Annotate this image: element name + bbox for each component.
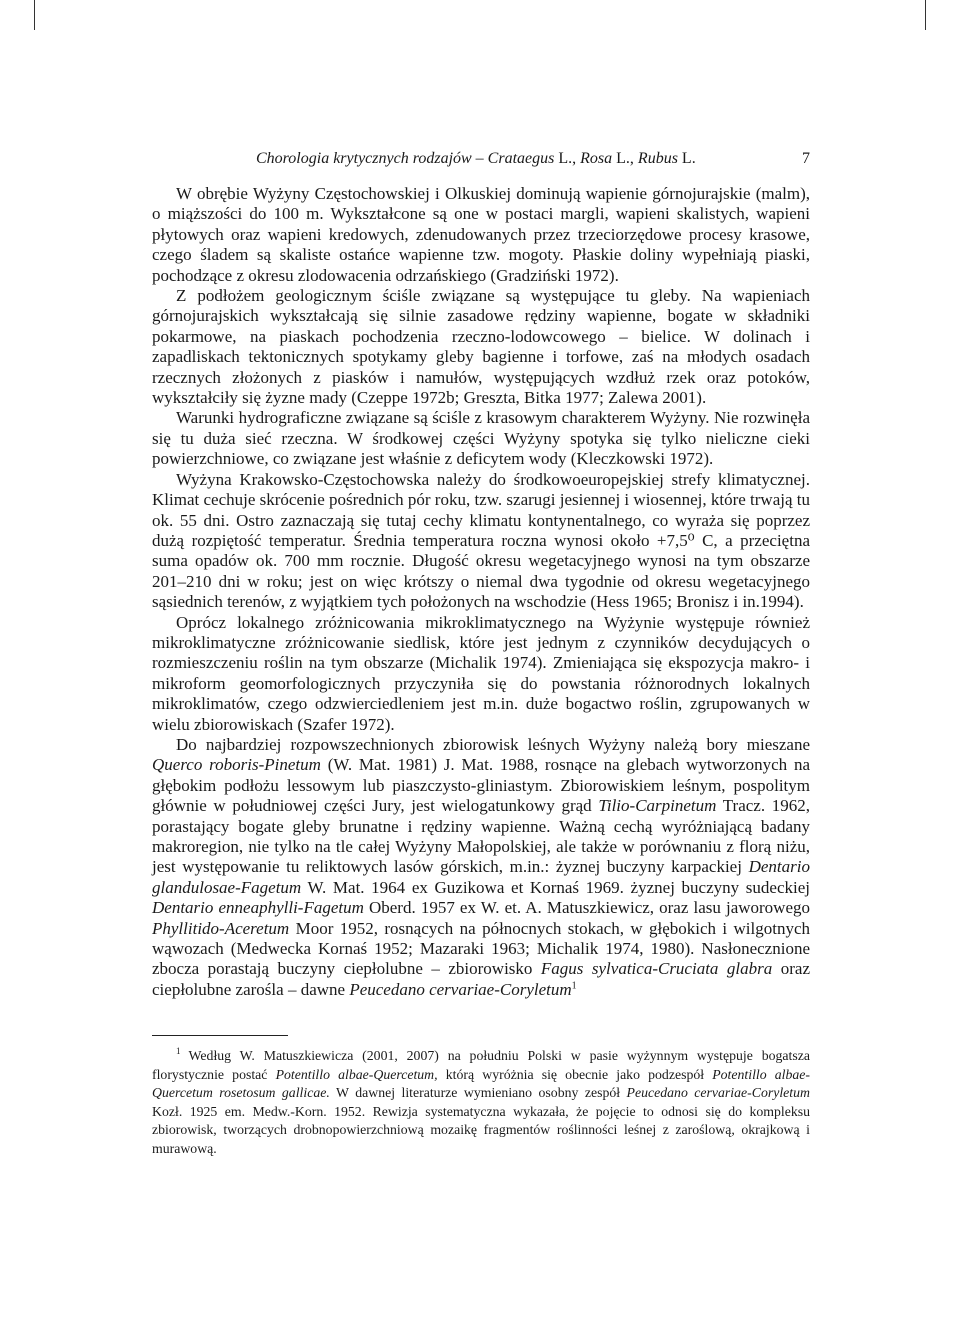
footnote-text: $^1$ Według W. Matuszkiewicza (2001, 2007) na południu Polski w pasie wyżynnym występuje bogatsza florystycznie postać Potentillo albae-Quercetum, którą wyróżnia się obecnie jako podzespół Potentillo albae-Quercetum rosetosum gallicae. W dawnej literaturze wymieniano osobny zespół Peucedano cervariae-Coryletum Kozł. 1925 em. Medw.-Korn. 1952. Rewizja systematyczna wykazała, że pojęcie to odnosi się do kompleksu zbiorowisk, tworzących drobnopowierzchniową mozaikę fragmentów roślinności leśnej z zaroślową, okrajkową i murawową. [152, 1046, 811, 1156]
paragraph-climate: Wyżyna Krakowsko-Częstochowska należy do środkowoeuropejskiej strefy klimatycznej. Klimat cechuje skrócenie pośrednich pór roku, tzw. szarugi jesiennej i wiosennej, które trwają tu ok. 55 dni. Ostro zaznaczają się tutaj cechy klimatu kontynentalnego, co wyraża się poprzez dużą rozpiętość temperatur. Średnia temperatura roczna wynosi około +7,5⁰ C, a przeciętna suma opadów ok. 700 mm rocznie. Długość okresu wegetacyjnego wynosi na tym obszarze 201–210 dni w roku; jest on więc krótszy o niemal dwa tygodnie od okresu wegetacyjnego sąsiednich terenów, z wyjątkiem tych położonych na wschodzie (Hess 1965; Bronisz i in.1994). [152, 469, 810, 612]
footnote [152, 1047, 810, 1159]
running-title: Chorologia krytycznych rodzajów – Crataegus L., Rosa L., Rubus L. [256, 150, 696, 167]
page-number: 7 [802, 150, 810, 167]
paragraph-microclimate: Oprócz lokalnego zróżnicowania mikroklimatycznego na Wyżynie występuje również mikroklimatyczne zróżnicowanie siedlisk, które jest jednym z czynników decydujących o rozmieszczeniu roślin na tym obszarze (Michalik 1974). Zmieniająca się ekspozycja makro- i mikroform geomorfologicznych przyczyniła się do powstania różnorodnych lokalnych mikroklimatów, czego odzwierciedleniem jest m.in. duże bogactwo roślin, zgrupowanych w wielu zbiorowiskach (Szafer 1972). [152, 612, 810, 734]
crop-mark-top-right [925, 0, 926, 30]
paragraph-forests: Do najbardziej rozpowszechnionych zbiorowisk leśnych Wyżyny należą bory mieszane Querco roboris-Pinetum (W. Mat. 1981) J. Mat. 1988, rosnące na glebach wytworzonych na głębokim podłożu lessowym lub piaszczysto-gliniastym. Zbiorowiskiem leśnym, pospolitym głównie w południowej części Jury, jest wielogatunkowy grąd Tilio-Carpinetum Tracz. 1962, porastający bogate gleby brunatne i rędziny wapienne. Ważną cechą wyróżniającą badany makroregion, nie tylko na tle całej Wyżyny Małopolskiej, ale także w porównaniu z florą niżu, jest występowanie tu reliktowych lasów górskich, m.in.: żyznej buczyny karpackiej Dentario glandulosae-Fagetum W. Mat. 1964 ex Guzikowa et Kornaś 1969. żyznej buczyny sudeckiej Dentario enneaphylli-Fagetum Oberd. 1957 ex W. et. A. Matuszkiewicz, oraz lasu jaworowego Phyllitido-Aceretum Moor 1952, rosnących na północnych stokach, w głębokich i wilgotnych wąwozach (Medwecka Kornaś 1952; Mazaraki 1963; Michalik 1974, 1980). Nasłonecznione zbocza porastają buczyny ciepłolubne – zbiorowisko Fagus sylvatica-Cruciata glabra oraz ciepłolubne zarośla – dawne Peucedano cervariae-Coryletum$^1$ [152, 734, 811, 999]
footnote-reference[interactable]: 1 [571, 980, 577, 992]
footnote-rule [152, 1035, 288, 1036]
footnote-mark: 1 [176, 1046, 181, 1057]
paragraph-soils: Z podłożem geologicznym ściśle związane są występujące tu gleby. Na wapieniach górnojurajskich wykształcają się silnie zasadowe rędziny wapienne, bogate w składniki pokarmowe, na piaskach pochodzenia rzeczno-lodowcowego – bielice. W dolinach i zapadliskach tektonicznych spotykamy gleby bagienne i torfowe, zaś na młodych osadach rzecznych złożonych z piasków i namułów, występujących wzdłuż rzek oraz potoków, wykształciły się żyzne mady (Czeppe 1972b; Greszta, Bitka 1977; Zalewa 2001). [152, 286, 810, 408]
running-header [152, 150, 810, 172]
paragraph-geology: W obrębie Wyżyny Częstochowskiej i Olkuskiej dominują wapienie górnojurajskie (malm), o miąższości do 100 m. Wykształcone są one w postaci margli, wapieni skalistych, wapieni płytowych oraz wapieni kredowych, zdenudowanych przez trzeciorzędowe procesy krasowe, czego śladem są skaliste ostańce wapienne tzw. mogoty. Płaskie doliny wypełniają piaski, pochodzące z okresu zlodowacenia odrzańskiego (Gradziński 1972). [152, 184, 810, 285]
main-text [152, 184, 810, 1000]
paragraph-hydrography: Warunki hydrograficzne związane są ściśle z krasowym charakterem Wyżyny. Nie rozwinęła się tu duża sieć rzeczna. W środkowej części Wyżyny spotyka się tylko nieliczne cieki powierzchniowe, co związane jest właśnie z deficytem wody (Kleczkowski 1972). [152, 408, 810, 469]
crop-mark-top-left [34, 0, 35, 30]
